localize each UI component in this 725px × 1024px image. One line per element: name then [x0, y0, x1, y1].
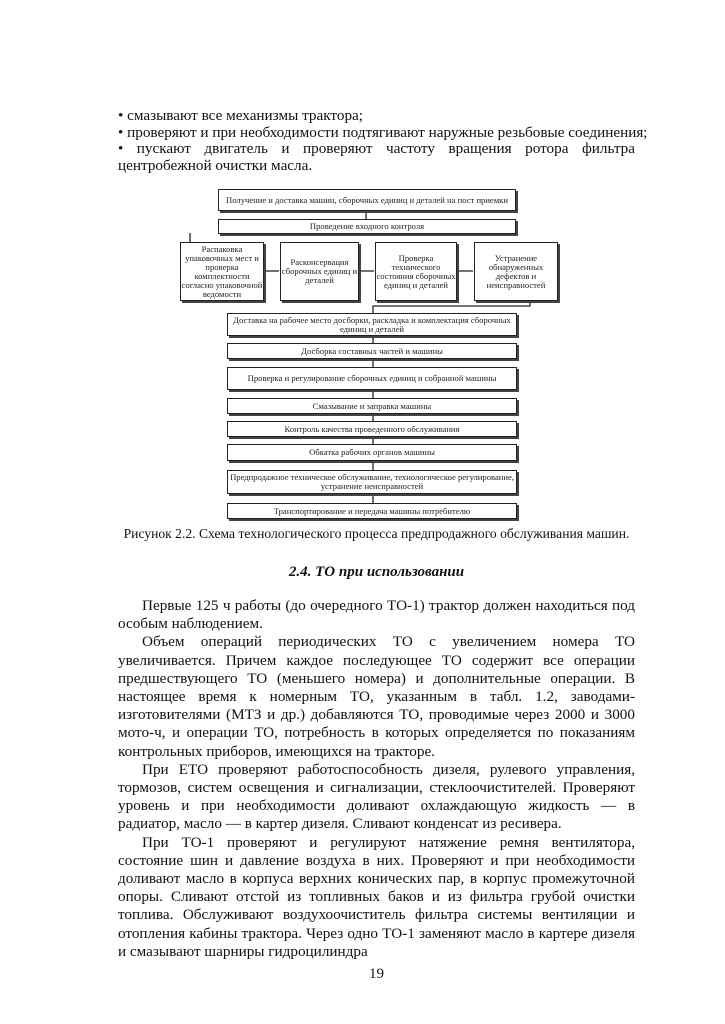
- paragraph: При ТО-1 проверяют и регулируют натяжение ремня вентилятора, состояние шин и давление воздуха в них. Проверяют и при необходимости доливают масло в корпуса верхних конических пар, в корпус промежуточной опоры. Сливают отстой из топливных баков и из фильтра грубой очистки топлива. Обслуживают воздухоочиститель фильтра системы вентиляции и отопления кабины трактора. Через одно ТО-1 заменяют масло в картере дизеля и смазывают шарниры гидроцилиндра: [118, 833, 635, 960]
- bullet-item: • пускают двигатель и проверяют частоту вращения ротора фильтра центробежной очистки масла.: [118, 140, 635, 174]
- diagram-step: Проверка и регулирование сборочных единиц и собранной машины: [227, 367, 517, 390]
- diagram-box-defect-fix: Устранение обнаруженных дефектов и неисправностей: [474, 242, 558, 301]
- diagram-box-tech-check: Проверка технического состояния сборочных единиц и деталей: [375, 242, 457, 301]
- bullet-list: [118, 107, 648, 174]
- diagram-step: Обкатка рабочих органов машины: [227, 444, 517, 461]
- figure-caption: Рисунок 2.2. Схема технологического процесса предпродажного обслуживания машин.: [123, 526, 630, 541]
- page-number: 19: [369, 966, 384, 982]
- body-text: [118, 597, 635, 961]
- process-diagram: [0, 186, 725, 522]
- paragraph: При ЕТО проверяют работоспособность дизеля, рулевого управления, тормозов, систем освещения и сигнализации, стеклоочистителей. Проверяют уровень и при необходимости доливают охлаждающую жидкость — в радиатор, масло — в картер дизеля. Сливают конденсат из ресивера.: [118, 760, 635, 833]
- diagram-step: Предпродажное техническое обслуживание, технологическое регулирование, устранение неисправностей: [227, 470, 517, 494]
- paragraph: Объем операций периодических ТО с увеличением номера ТО увеличивается. Причем каждое последующее ТО содержит все операции предшествующего ТО (меньшего номера) и дополнительные операции. В настоящее время к номерным ТО, указанным в табл. 1.2, заводами-изготовителями (МТЗ и др.) добавляются ТО, проводимые через 2000 и 3000 мото-ч, и операции ТО, потребность в которых определяется по показаниям контрольных приборов, имеющихся на тракторе.: [118, 633, 635, 760]
- section-heading: 2.4. ТО при использовании: [288, 564, 465, 580]
- diagram-box-depreservation: Расконсервация сборочных единиц и деталей: [280, 242, 359, 301]
- bullet-item: • проверяют и при необходимости подтягивают наружные резьбовые соединения;: [118, 123, 648, 141]
- diagram-step: Транспортирование и передача машины потребителю: [227, 503, 517, 519]
- diagram-step: Смазывание и заправка машины: [227, 398, 517, 414]
- paragraph: Первые 125 ч работы (до очередного ТО-1) трактор должен находиться под особым наблюдением.: [118, 597, 635, 633]
- diagram-step: Досборка составных частей и машины: [227, 343, 517, 359]
- diagram-box-receiving: Получение и доставка машин, сборочных единиц и деталей на пост приемки: [218, 189, 516, 211]
- diagram-step: Доставка на рабочее место досборки, раскладка и комплектация сборочных единиц и деталей: [227, 313, 517, 336]
- diagram-box-input-control: Проведение входного контроля: [218, 219, 516, 234]
- bullet-item: • смазывают все механизмы трактора;: [118, 107, 364, 124]
- diagram-step: Контроль качества проведенного обслуживания: [227, 421, 517, 437]
- diagram-box-unpacking: Распаковка упаковочных мест и проверка комплектности согласно упаковочной ведомости: [180, 242, 264, 301]
